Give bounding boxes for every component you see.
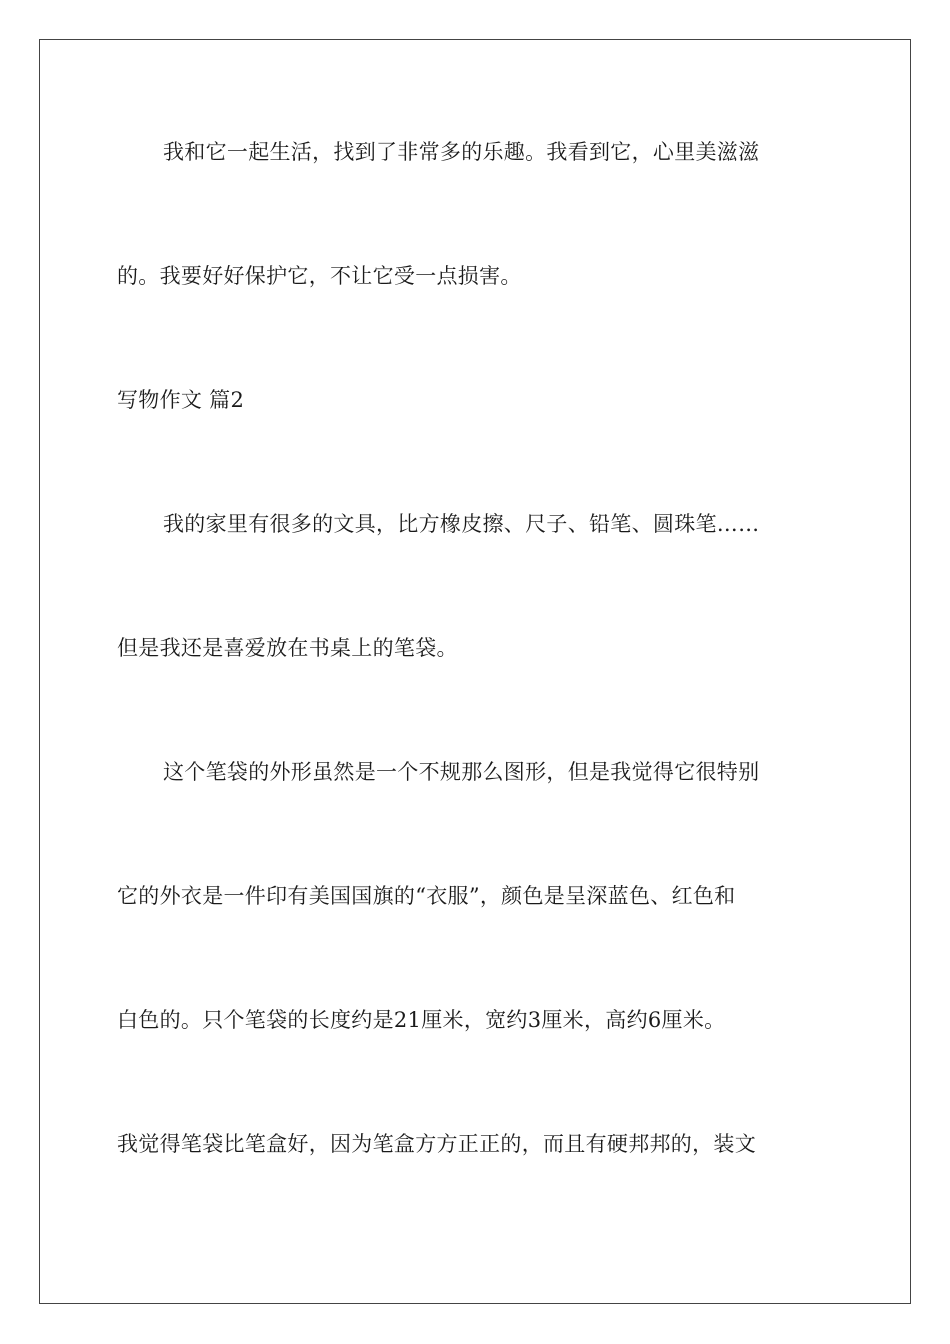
page-border bbox=[39, 39, 911, 1304]
paragraph-line: 我和它一起生活，找到了非常多的乐趣。我看到它，心里美滋滋 bbox=[163, 140, 760, 164]
paragraph-line: 我的家里有很多的文具，比方橡皮擦、尺子、铅笔、圆珠笔…… bbox=[163, 512, 760, 536]
paragraph-line: 白色的。只个笔袋的长度约是21厘米，宽约3厘米，高约6厘米。 bbox=[117, 1008, 726, 1032]
paragraph-line: 这个笔袋的外形虽然是一个不规那么图形，但是我觉得它很特别 bbox=[163, 760, 760, 784]
paragraph-line: 但是我还是喜爱放在书桌上的笔袋。 bbox=[117, 636, 458, 660]
section-heading: 写物作文 篇2 bbox=[117, 388, 245, 412]
paragraph-line: 我觉得笔袋比笔盒好，因为笔盒方方正正的，而且有硬邦邦的，装文 bbox=[117, 1132, 756, 1156]
paragraph-line: 的。我要好好保护它，不让它受一点损害。 bbox=[117, 264, 522, 288]
paragraph-line: 它的外衣是一件印有美国国旗的“衣服”，颜色是呈深蓝色、红色和 bbox=[117, 884, 736, 908]
